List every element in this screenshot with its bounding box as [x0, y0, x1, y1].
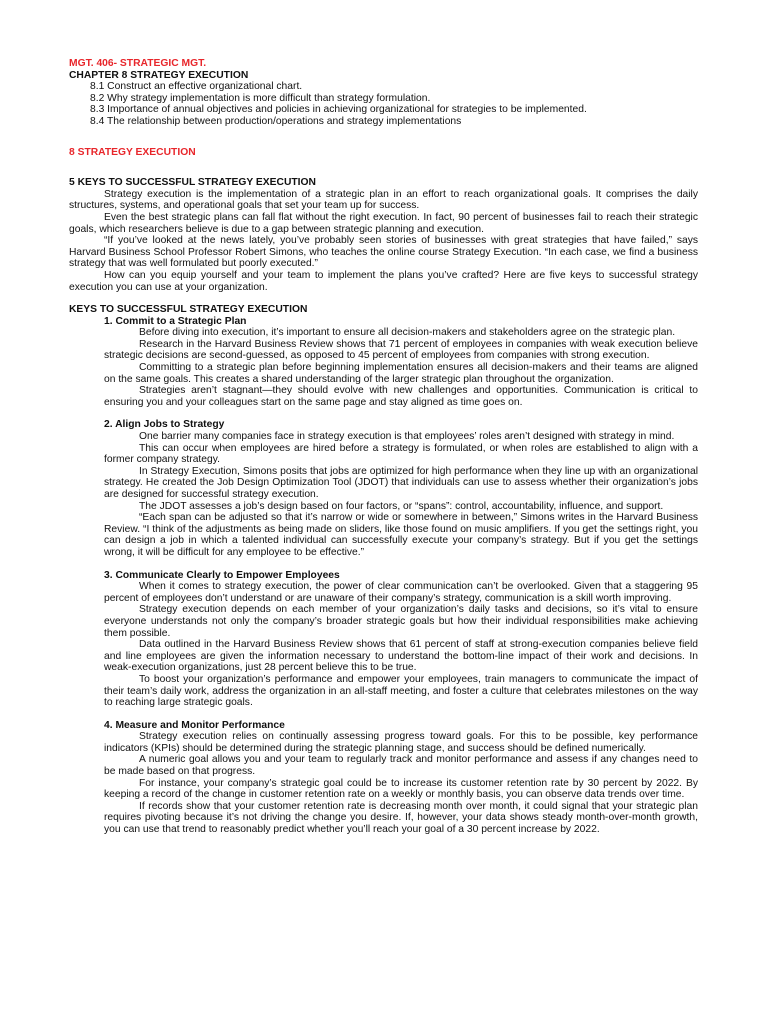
objective-item: 8.4 The relationship between production/operations and strategy implementations	[90, 115, 462, 127]
paragraph: A numeric goal allows you and your team to regularly track and monitor performance and assess if any changes need to be made based on that progress.	[104, 754, 698, 778]
key-section-3	[69, 570, 698, 709]
paragraph: Strategy execution is the implementation of a strategic plan in an effort to reach organizational goals. It comprises the daily structures, systems, and operational goals that set your team up for success.	[69, 188, 698, 212]
key-title: 4. Measure and Monitor Performance	[104, 719, 285, 731]
course-title: MGT. 406- STRATEGIC MGT.	[69, 58, 207, 69]
paragraph: The JDOT assesses a job’s design based on four factors, or “spans”: control, accountability, influence, and support.	[139, 500, 664, 512]
intro-body	[69, 189, 698, 293]
key-section-2	[69, 419, 698, 558]
key-section-1	[69, 316, 698, 409]
paragraph: “Each span can be adjusted so that it’s narrow or wide or somewhere in between,” Simons writes in the Harvard Business Review. “I think of the adjustments as being made on sliders, like those found on music amplifiers. If you get the settings right, you can design a job in which a talented individual can successfully execute your company’s strategy. But if you get the settings wrong, it will be difficult for any employee to be effective.”	[104, 512, 698, 558]
paragraph: Before diving into execution, it’s important to ensure all decision-makers and stakeholders agree on the strategic plan.	[139, 327, 676, 339]
paragraph: Strategy execution depends on each member of your organization’s daily tasks and decisions, so it’s vital to ensure everyone understands not only the company’s broader strategic goals but how their individual responsibilities make achieving them possible.	[104, 604, 698, 639]
key-section-4	[69, 720, 698, 836]
objectives-list	[69, 81, 698, 127]
paragraph: Strategy execution relies on continually assessing progress toward goals. For this to be possible, key performance indicators (KPIs) should be determined during the strategic planning stage, and success should be defined numerically.	[104, 731, 698, 754]
objective-item: 8.1 Construct an effective organizational chart.	[90, 81, 303, 93]
paragraph: Strategies aren’t stagnant—they should evolve with new challenges and opportunities. Communication is critical to ensuring you and your colleagues start on the same page and stay aligned as time goes on.	[104, 385, 698, 408]
paragraph: Even the best strategic plans can fall flat without the right execution. In fact, 90 percent of businesses fail to reach their strategic goals, which researchers believe is due to a gap between strategic planning and execution.	[69, 211, 698, 235]
paragraph: “If you’ve looked at the news lately, you’ve probably seen stories of businesses with great strategies that have failed,” says Harvard Business School Professor Robert Simons, who teaches the online course Strategy Execution. “In each case, we find a business strategy that was well formulated but poorly executed.”	[69, 235, 698, 270]
paragraph: Data outlined in the Harvard Business Review shows that 61 percent of staff at strong-execution companies believe field and line employees are given the information necessary to understand the bottom-line impact of their work and decisions. In weak-execution organizations, just 28 percent believe this to be true.	[104, 639, 698, 674]
paragraph: When it comes to strategy execution, the power of clear communication can’t be overlooked. Given that a staggering 95 percent of employees don’t understand or are unaware of their company’s strategy, communication is a skill worth improving.	[104, 581, 698, 604]
paragraph: One barrier many companies face in strategy execution is that employees’ roles aren’t designed with strategy in mind.	[139, 431, 675, 443]
key-title: 3. Communicate Clearly to Empower Employees	[104, 569, 340, 581]
keys-heading: KEYS TO SUCCESSFUL STRATEGY EXECUTION	[69, 304, 308, 316]
objective-item: 8.2 Why strategy implementation is more difficult than strategy formulation.	[90, 92, 431, 104]
paragraph: Research in the Harvard Business Review shows that 71 percent of employees in companies with weak execution believe strategic decisions are second-guessed, as opposed to 45 percent of employees from companies with strong execution.	[104, 338, 698, 362]
paragraph: In Strategy Execution, Simons posits that jobs are optimized for high performance when they line up with an organizational strategy. He created the Job Design Optimization Tool (JDOT) that individuals can use to assess whether their organization’s jobs are designed for successful strategy execution.	[104, 465, 698, 500]
paragraph: For instance, your company’s strategic goal could be to increase its customer retention rate by 30 percent by 2022. By keeping a record of the change in customer retention rate on a weekly or monthly basis, you can observe data trends over time.	[104, 777, 698, 801]
paragraph: To boost your organization’s performance and empower your employees, train managers to communicate the impact of their team’s daily work, address the organization in an all-staff meeting, and foster a culture that celebrates milestones on the way to reaching large strategic goals.	[104, 673, 698, 709]
key-title: 2. Align Jobs to Strategy	[104, 419, 225, 431]
paragraph: If records show that your customer retention rate is decreasing month over month, it could signal that your strategic plan requires pivoting because it’s not driving the change you desire. If, however, your data shows steady month-over-month growth, you can use that trend to reasonably predict whether you’ll reach your goal of a 30 percent increase by 2022.	[104, 800, 698, 836]
key-title: 1. Commit to a Strategic Plan	[104, 315, 247, 327]
paragraph: How can you equip yourself and your team to implement the plans you’ve crafted? Here are five keys to successful strategy execution you can use at your organization.	[69, 269, 698, 293]
section-title: 8 STRATEGY EXECUTION	[69, 146, 196, 158]
objective-item: 8.3 Importance of annual objectives and policies in achieving organizational for strategies to be implemented.	[90, 104, 587, 116]
intro-heading: 5 KEYS TO SUCCESSFUL STRATEGY EXECUTION	[69, 177, 316, 189]
chapter-title: CHAPTER 8 STRATEGY EXECUTION	[69, 69, 249, 81]
paragraph: This can occur when employees are hired before a strategy is formulated, or when roles are established to align with a former company strategy.	[104, 442, 698, 466]
paragraph: Committing to a strategic plan before beginning implementation ensures all decision-makers and their teams are aligned on the same goals. This creates a shared understanding of the larger strategic plan throughout the organization.	[104, 362, 698, 385]
